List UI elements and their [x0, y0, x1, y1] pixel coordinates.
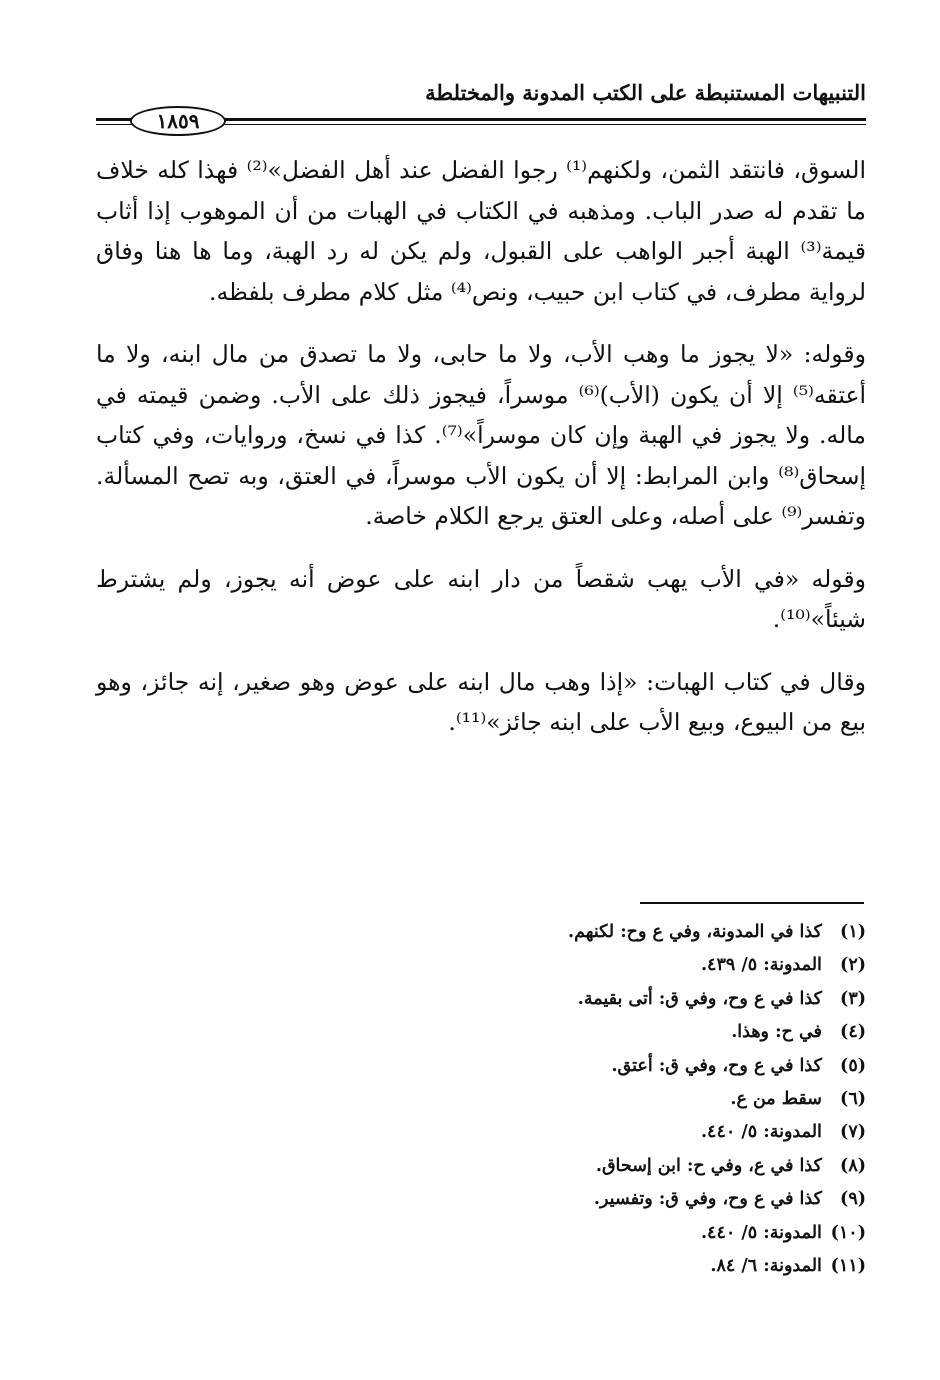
footnote-text: المدونة: ٥/ ٤٤٠.	[700, 1222, 822, 1243]
footnote-number: (٩)	[840, 1189, 866, 1210]
footnote-number: (١١)	[830, 1256, 866, 1277]
footnote-number: (١٠)	[830, 1222, 866, 1243]
footnote	[300, 916, 866, 949]
footnote-number: (٥)	[840, 1055, 866, 1076]
paragraph: وقوله: «لا يجوز ما وهب الأب، ولا ما حابى، ولا ما تصدق من مال ابنه، ولا ما أعتقه⁽⁵⁾ إلا أن يكون (الأب)⁽⁶⁾ موسراً، فيجوز ذلك على الأب. وضمن قيمته في ماله. ولا يجوز في الهبة وإن كان موسراً»⁽⁷⁾. كذا في نسخ، وروايات، وفي كتاب إسحاق⁽⁸⁾ وابن المرابط: إلا أن يكون الأب موسراً، في العتق، وبه تصح المسألة. وتفسر⁽⁹⁾ على أصله، وعلى العتق يرجع الكلام خاصة.	[96, 340, 867, 530]
footnote-number: (٨)	[840, 1155, 866, 1176]
footnote	[300, 1116, 866, 1149]
footnote	[300, 1050, 866, 1083]
footnote-number: (٦)	[840, 1089, 866, 1110]
footnote-text: كذا في ع، وفي ح: ابن إسحاق.	[595, 1155, 822, 1176]
footnote	[300, 1083, 866, 1116]
footnote	[300, 1250, 866, 1283]
footnote	[300, 1183, 866, 1216]
footnote-number: (٤)	[840, 1022, 866, 1043]
footnote	[300, 949, 866, 982]
footnote-number: (٣)	[840, 988, 866, 1009]
footnote-text: كذا في المدونة، وفي ع وح: لكنهم.	[568, 922, 822, 942]
footnote-text: كذا في ع وح، وفي ق: أتى بقيمة.	[577, 988, 822, 1009]
main-text	[96, 150, 866, 743]
paragraph: وقال في كتاب الهبات: «إذا وهب مال ابنه على عوض وهو صغير، إنه جائز، وهو بيع من البيوع، وبيع الأب على ابنه جائز»⁽¹¹⁾.	[96, 667, 866, 736]
footnote-text: كذا في ع وح، وفي ق: وتفسير.	[593, 1189, 822, 1210]
footnote-separator	[640, 902, 864, 904]
footnote	[300, 1016, 866, 1049]
footnote-number: (٢)	[840, 955, 866, 976]
page-number: ١٨٥٩	[130, 106, 226, 136]
footnotes	[300, 916, 866, 1283]
footnote-text: في ح: وهذا.	[731, 1022, 822, 1043]
footnote	[300, 1150, 866, 1183]
footnote-text: المدونة: ٦/ ٨٤.	[710, 1256, 822, 1277]
page-header	[96, 74, 866, 134]
paragraph: وقوله «في الأب يهب شقصاً من دار ابنه على عوض أنه يجوز، ولم يشترط شيئاً»⁽¹⁰⁾.	[96, 564, 866, 633]
footnote-number: (١)	[840, 922, 866, 942]
footnote-text: كذا في ع وح، وفي ق: أعتق.	[611, 1055, 822, 1076]
footnote-text: المدونة: ٥/ ٤٣٩.	[700, 955, 822, 976]
footnote-text: المدونة: ٥/ ٤٤٠.	[700, 1122, 822, 1143]
footnote	[300, 1217, 866, 1250]
footnote-text: سقط من ع.	[730, 1089, 822, 1110]
running-title: التنبيهات المستنبطة على الكتب المدونة والمختلطة	[425, 80, 866, 105]
footnote-number: (٧)	[840, 1122, 866, 1143]
footnote	[300, 983, 866, 1016]
paragraph: السوق، فانتقد الثمن، ولكنهم⁽¹⁾ رجوا الفضل عند أهل الفضل»⁽²⁾ فهذا كله خلاف ما تقدم له صدر الباب. ومذهبه في الكتاب في الهبات من أن الموهوب إذا أثاب قيمة⁽³⁾ الهبة أجبر الواهب على القبول، ولم يكن له رد الهبة، وما ها هنا وفاق لرواية مطرف، في كتاب ابن حبيب، ونص⁽⁴⁾ مثل كلام مطرف بلفظه.	[96, 156, 866, 306]
